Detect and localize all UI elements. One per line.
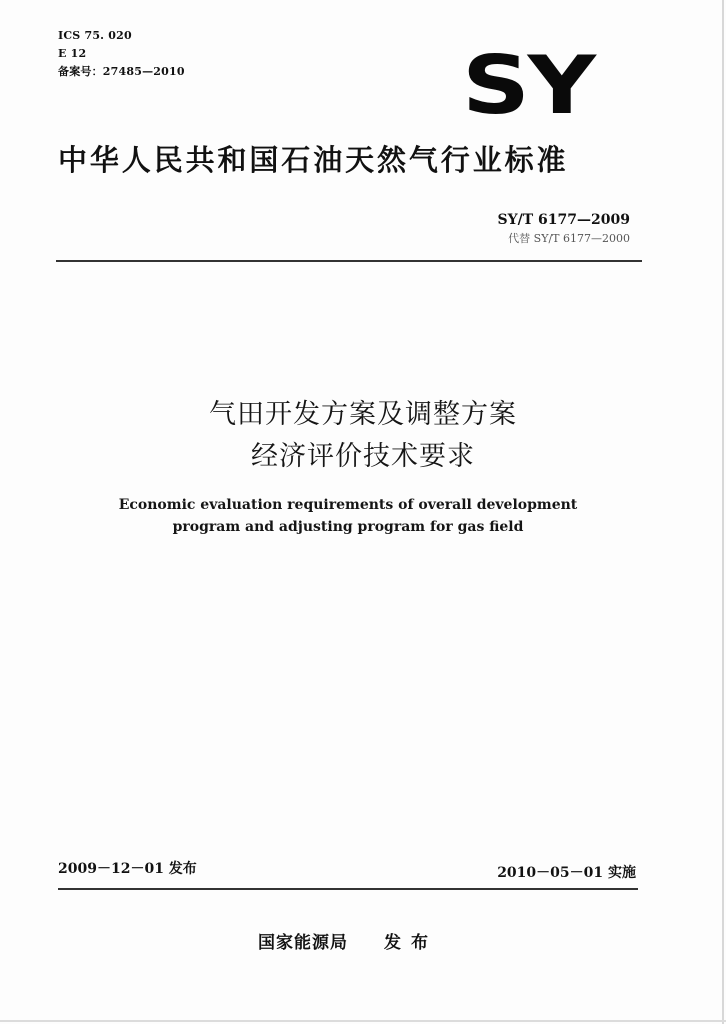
top-divider [56,260,642,262]
english-title [0,494,696,538]
english-title-line-2: program and adjusting program for gas field [172,519,524,535]
chinese-title-line-2: 经济评价技术要求 [251,441,475,472]
standard-code-block [498,210,630,248]
chinese-title [0,394,726,478]
filing-number: 备案号：27485—2010 [58,65,185,78]
standard-category-title: 中华人民共和国石油天然气行业标准 [58,143,569,177]
publish-verb: 发布 [384,933,438,953]
sy-logo: SY [462,39,594,132]
chinese-title-line-1: 气田开发方案及调整方案 [209,399,517,430]
issue-date: 2009－12－01 发布 [58,861,197,877]
scan-edge-right [722,0,724,1024]
ics-code: ICS 75. 020 [58,29,132,42]
scan-edge-bottom [0,1020,726,1022]
publisher-name: 国家能源局 [258,933,348,953]
meta-block [58,27,185,81]
replaces-code: 代替 SY/T 6177—2000 [508,232,630,245]
standard-code: SY/T 6177—2009 [497,212,630,228]
classification-code: E 12 [58,47,87,60]
bottom-divider [58,888,638,890]
implementation-date: 2010－05－01 实施 [497,865,636,881]
english-title-line-1: Economic evaluation requirements of overall development [118,497,578,513]
